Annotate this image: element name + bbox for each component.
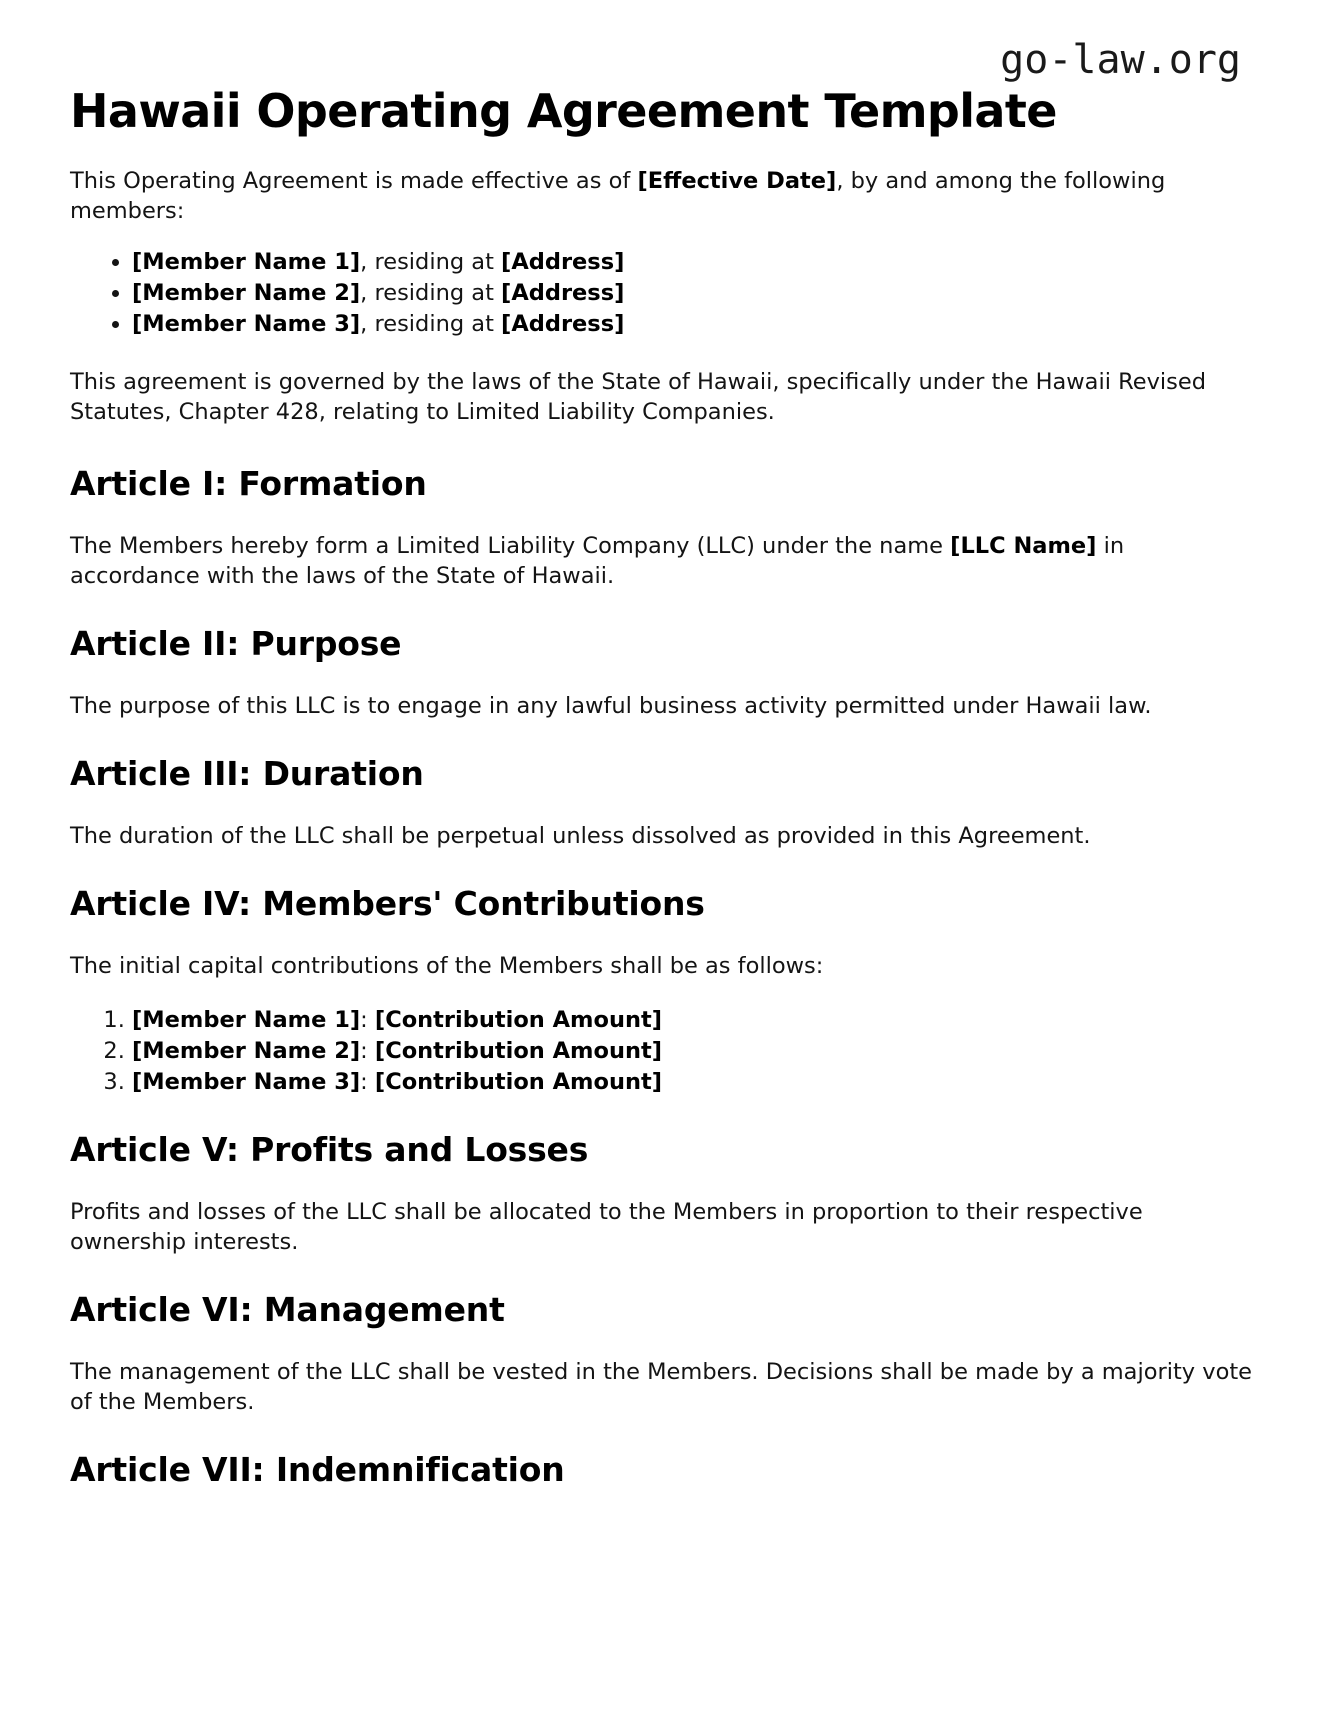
- article-section-iii: [70, 755, 1259, 851]
- effective-date-placeholder: [Effective Date]: [637, 167, 837, 194]
- article-iii-body: The duration of the LLC shall be perpetual unless dissolved as provided in this Agreement.: [70, 823, 1091, 850]
- article-i-text-part1: The Members hereby form a Limited Liability Company (LLC) under the name: [70, 533, 951, 560]
- article-vi-body: The management of the LLC shall be vested in the Members. Decisions shall be made by a majority vote of the Members.: [70, 1358, 1253, 1415]
- member-residing-text: , residing at: [360, 280, 502, 307]
- article-heading-iv: Article IV: Members' Contributions: [70, 884, 705, 924]
- governing-law-paragraph: This agreement is governed by the laws of the State of Hawaii, specifically under the Hawaii Revised Statutes, Chapter 428, relating to Limited Liability Companies.: [70, 368, 1206, 425]
- article-heading-ii: Article II: Purpose: [70, 624, 402, 664]
- intro-text-part1: This Operating Agreement is made effective as of: [70, 167, 638, 194]
- member-residing-text: , residing at: [360, 311, 502, 338]
- article-ii-body: The purpose of this LLC is to engage in any lawful business activity permitted under Hawaii law.: [70, 693, 1152, 720]
- article-iv-body: The initial capital contributions of the Members shall be as follows:: [70, 953, 824, 980]
- contribution-member-placeholder: [Member Name 1]: [132, 1006, 361, 1033]
- article-i-text-part2: in accordance with the laws of the State of Hawaii.: [70, 533, 1125, 590]
- article-section-v: [70, 1131, 1259, 1257]
- list-item: [132, 310, 1259, 338]
- article-section-vi: [70, 1291, 1259, 1417]
- contribution-separator: :: [360, 1037, 375, 1064]
- contribution-amount-placeholder: [Contribution Amount]: [374, 1037, 663, 1064]
- member-address-placeholder: [Address]: [501, 311, 625, 338]
- contribution-amount-placeholder: [Contribution Amount]: [374, 1006, 663, 1033]
- list-item: [132, 248, 1259, 276]
- list-item: [132, 1037, 1259, 1065]
- member-name-placeholder: [Member Name 1]: [132, 248, 361, 275]
- contribution-list: [70, 1006, 1259, 1097]
- member-name-placeholder: [Member Name 3]: [132, 311, 361, 338]
- member-residing-text: , residing at: [360, 248, 502, 275]
- member-address-placeholder: [Address]: [501, 280, 625, 307]
- article-section-iv: [70, 885, 1259, 1096]
- llc-name-placeholder: [LLC Name]: [950, 533, 1097, 560]
- intro-paragraph: [70, 166, 1259, 226]
- contribution-separator: :: [360, 1006, 375, 1033]
- article-heading-iii: Article III: Duration: [70, 754, 424, 794]
- contribution-amount-placeholder: [Contribution Amount]: [374, 1069, 663, 1096]
- list-item: [132, 1006, 1259, 1034]
- page-title: Hawaii Operating Agreement Template: [70, 84, 1057, 138]
- member-list: [70, 248, 1259, 339]
- site-logo[interactable]: go-law.org: [1000, 37, 1241, 83]
- contribution-member-placeholder: [Member Name 2]: [132, 1037, 361, 1064]
- contribution-member-placeholder: [Member Name 3]: [132, 1069, 361, 1096]
- member-address-placeholder: [Address]: [501, 248, 625, 275]
- contribution-separator: :: [360, 1069, 375, 1096]
- list-item: [132, 279, 1259, 307]
- article-section-ii: [70, 625, 1259, 721]
- article-heading-vii: Article VII: Indemnification: [70, 1450, 565, 1490]
- article-section-vii: [70, 1451, 1259, 1489]
- list-item: [132, 1068, 1259, 1096]
- member-name-placeholder: [Member Name 2]: [132, 280, 361, 307]
- article-heading-i: Article I: Formation: [70, 464, 427, 504]
- article-section-i: [70, 465, 1259, 591]
- intro-text-part2: , by and among the following members:: [70, 167, 1166, 224]
- article-heading-v: Article V: Profits and Losses: [70, 1129, 589, 1169]
- article-heading-vi: Article VI: Management: [70, 1289, 505, 1329]
- article-v-body: Profits and losses of the LLC shall be allocated to the Members in proportion to their respective ownership interests.: [70, 1198, 1143, 1255]
- article-i-body: [70, 531, 1259, 591]
